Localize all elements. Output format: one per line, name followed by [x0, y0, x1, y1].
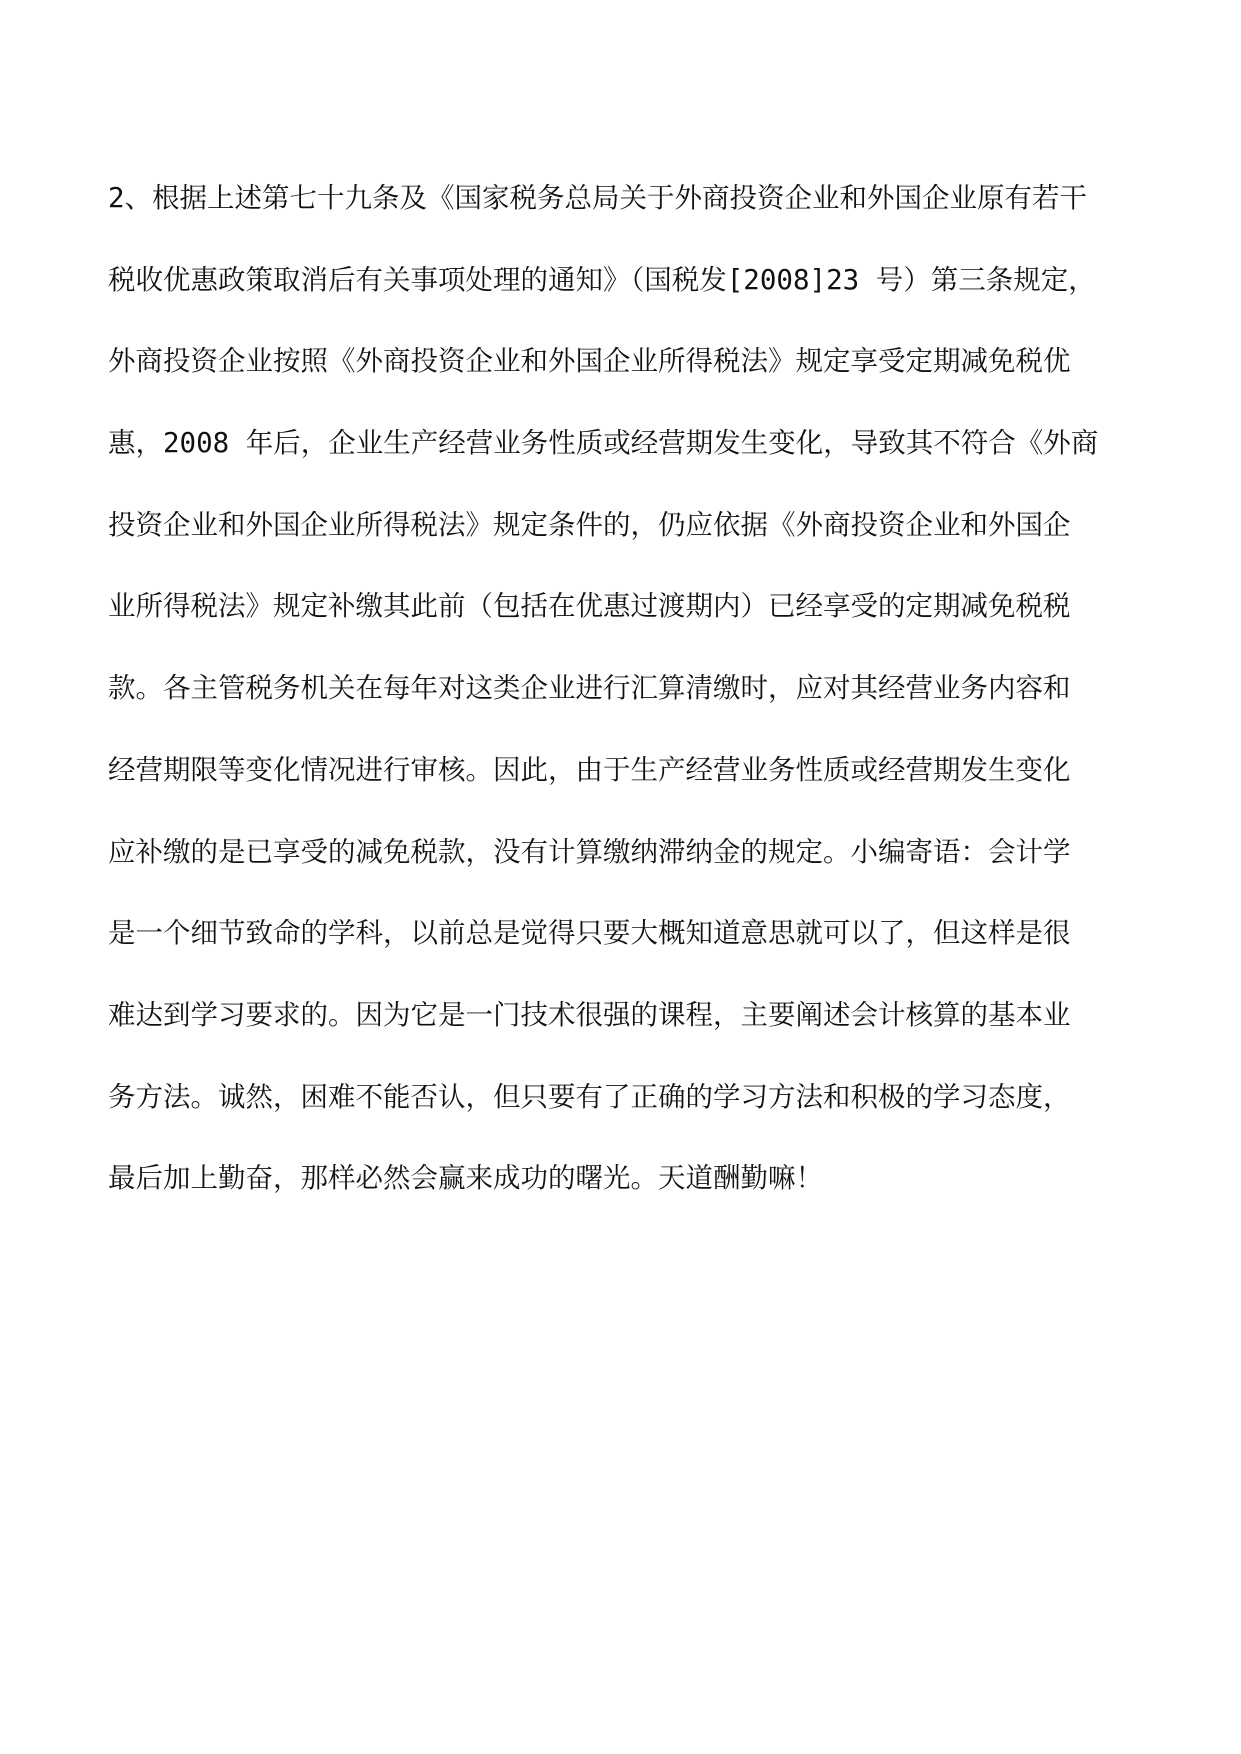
- paragraph-line: 难达到学习要求的。因为它是一门技术很强的课程，主要阐述会计核算的基本业: [108, 998, 1071, 1031]
- paragraph-line: 惠，2008 年后，企业生产经营业务性质或经营期发生变化，导致其不符合《外商: [108, 427, 1099, 460]
- paragraph-line: 外商投资企业按照《外商投资企业和外国企业所得税法》规定享受定期减免税优: [108, 345, 1071, 378]
- body-paragraph: [108, 158, 1138, 1220]
- paragraph-line: 税收优惠政策取消后有关事项处理的通知》（国税发[2008]23 号）第三条规定，: [108, 263, 1096, 296]
- paragraph-line: 应补缴的是已享受的减免税款，没有计算缴纳滞纳金的规定。小编寄语：会计学: [108, 835, 1071, 868]
- paragraph-line: 经营期限等变化情况进行审核。因此，由于生产经营业务性质或经营期发生变化: [108, 753, 1071, 786]
- paragraph-line: 投资企业和外国企业所得税法》规定条件的，仍应依据《外商投资企业和外国企: [108, 508, 1071, 541]
- paragraph-line: 款。各主管税务机关在每年对这类企业进行汇算清缴时，应对其经营业务内容和: [108, 672, 1071, 705]
- paragraph-line: 是一个细节致命的学科，以前总是觉得只要大概知道意思就可以了，但这样是很: [108, 917, 1071, 950]
- paragraph-line: 业所得税法》规定补缴其此前（包括在优惠过渡期内）已经享受的定期减免税税: [108, 590, 1071, 623]
- paragraph-line: 务方法。诚然，困难不能否认，但只要有了正确的学习方法和积极的学习态度，: [108, 1080, 1071, 1113]
- paragraph-line: 最后加上勤奋，那样必然会赢来成功的曙光。天道酬勤嘛！: [108, 1162, 823, 1195]
- paragraph-line: 2、根据上述第七十九条及《国家税务总局关于外商投资企业和外国企业原有若干: [108, 182, 1088, 214]
